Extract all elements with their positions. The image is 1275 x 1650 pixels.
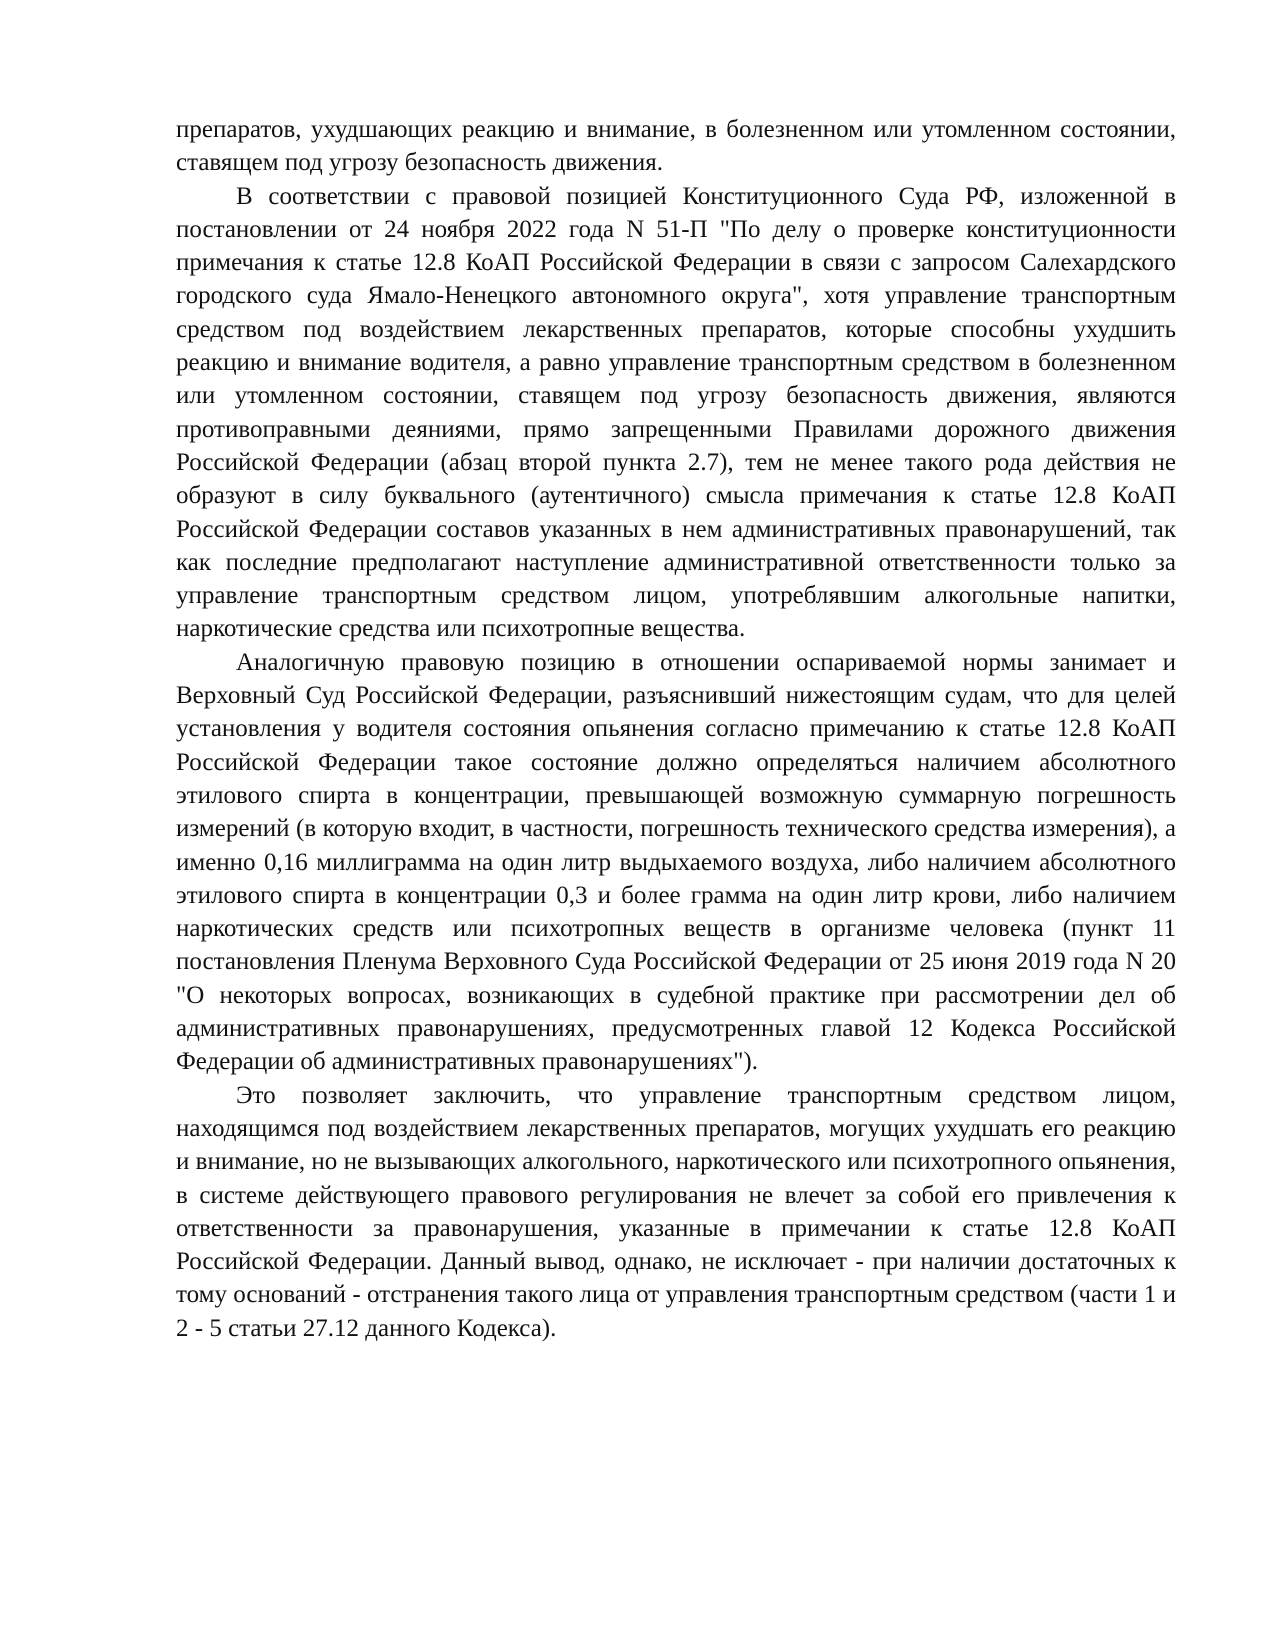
paragraph-constitutional-court: В соответствии с правовой позицией Конституционного Суда РФ, изложенной в постановлении от 24 ноября 2022 года N 51-П "По делу о проверке конституционности примечания к статье 12.8 КоАП Российской Федерации в связи с запросом Салехардского городского суда Ямало-Ненецкого автономного округа", хотя управление транспортным средством под воздействием лекарственных препаратов, которые способны ухудшить реакцию и внимание водителя, а равно управление транспортным средством в болезненном или утомленном состоянии, ставящем под угрозу безопасность движения, являются противоправными деяниями, прямо запрещенными Правилами дорожного движения Российской Федерации (абзац второй пункта 2.7), тем не менее такого рода действия не образуют в силу буквального (аутентичного) смысла примечания к статье 12.8 КоАП Российской Федерации составов указанных в нем административных правонарушений, так как последние предполагают наступление административной ответственности только за управление транспортным средством лицом, употреблявшим алкогольные напитки, наркотические средства или психотропные вещества. (176, 182, 1176, 643)
paragraph-continuation: препаратов, ухудшающих реакцию и внимание, в болезненном или утомленном состоянии, ставящем под угрозу безопасность движения. (176, 116, 1176, 177)
document-page (176, 113, 1176, 1345)
paragraph-supreme-court: Аналогичную правовую позицию в отношении оспариваемой нормы занимает и Верховный Суд Российской Федерации, разъяснивший нижестоящим судам, что для целей установления у водителя состояния опьянения согласно примечанию к статье 12.8 КоАП Российской Федерации такое состояние должно определяться наличием абсолютного этилового спирта в концентрации, превышающей возможную суммарную погрешность измерений (в которую входит, в частности, погрешность технического средства измерения), а именно 0,16 миллиграмма на один литр выдыхаемого воздуха, либо наличием абсолютного этилового спирта в концентрации 0,3 и более грамма на один литр крови, либо наличием наркотических средств или психотропных веществ в организме человека (пункт 11 постановления Пленума Верховного Суда Российской Федерации от 25 июня 2019 года N 20 "О некоторых вопросах, возникающих в судебной практике при рассмотрении дел об административных правонарушениях, предусмотренных главой 12 Кодекса Российской Федерации об административных правонарушениях"). (176, 648, 1176, 1076)
paragraph-conclusion: Это позволяет заключить, что управление транспортным средством лицом, находящимся под воздействием лекарственных препаратов, могущих ухудшать его реакцию и внимание, но не вызывающих алкогольного, наркотического или психотропного опьянения, в системе действующего правового регулирования не влечет за собой его привлечения к ответственности за правонарушения, указанные в примечании к статье 12.8 КоАП Российской Федерации. Данный вывод, однако, не исключает - при наличии достаточных к тому оснований - отстранения такого лица от управления транспортным средством (части 1 и 2 - 5 статьи 27.12 данного Кодекса). (176, 1081, 1176, 1342)
